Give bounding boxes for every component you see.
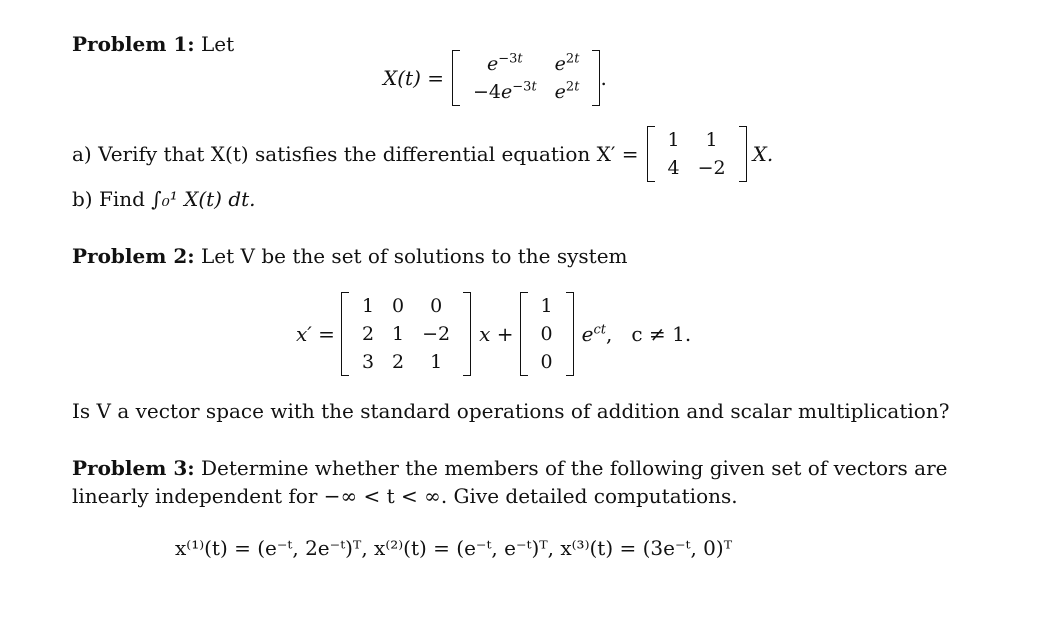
problem1-X-period: . <box>600 66 607 90</box>
problem1-X-lhs: X(t) = <box>383 66 444 90</box>
problem2-exp-sup: ct <box>593 322 606 338</box>
X-cell-21: $-4e^{-3t}$ <box>473 79 537 103</box>
A-cell-21: 4 <box>667 157 680 179</box>
problem3-heading: Problem 3: <box>72 456 195 480</box>
p2-A-cell-22: 1 <box>392 323 405 345</box>
problem1-X-matrix <box>452 50 600 106</box>
p2-A-cell-32: 2 <box>392 351 405 373</box>
problem2-heading: Problem 2: <box>72 244 195 268</box>
problem1-intro: Let <box>201 32 235 56</box>
problem2-lhs: x′ = <box>296 322 335 346</box>
A-cell-22: −2 <box>697 157 726 179</box>
A-cell-12: 1 <box>705 129 718 151</box>
problem3-vectors: x⁽¹⁾(t) = (e⁻ᵗ, 2e⁻ᵗ)ᵀ, x⁽²⁾(t) = (e⁻ᵗ, e⁻ᵗ)ᵀ, x⁽³⁾(t) = (3e⁻ᵗ, 0)ᵀ <box>175 536 733 560</box>
problem1-part-a-end: X. <box>752 142 774 166</box>
problem1-part-a <box>72 126 773 182</box>
problem3-line2: linearly independent for −∞ < t < ∞. Give detailed computations. <box>72 484 738 508</box>
p2-A-cell-11: 1 <box>361 295 375 317</box>
problem1-heading: Problem 1: <box>72 32 195 56</box>
problem3-line1 <box>72 454 948 482</box>
p2-A-cell-21: 2 <box>361 323 375 345</box>
p2-A-cell-33: 1 <box>430 351 443 373</box>
problem1-part-b-text: b) Find <box>72 187 145 211</box>
problem1-title <box>72 30 234 58</box>
problem2-b-vector <box>520 292 574 376</box>
X-cell-22: $e^{2t}$ <box>554 79 580 103</box>
p2-A-cell-12: 0 <box>392 295 405 317</box>
problem1-part-b-integral: ∫₀¹ X(t) dt. <box>151 187 256 211</box>
problem2-exp <box>582 320 606 348</box>
problem1-A-matrix <box>647 126 747 182</box>
p2-b-cell-1: 1 <box>540 295 553 317</box>
problem3-line1-text: Determine whether the members of the following given set of vectors are <box>201 456 948 480</box>
problem1-part-b <box>72 185 256 213</box>
problem2-question: Is V a vector space with the standard operations of addition and scalar multiplication? <box>72 399 950 423</box>
p2-A-cell-23: −2 <box>422 323 451 345</box>
problem2-A-matrix <box>341 292 471 376</box>
p2-A-cell-31: 3 <box>361 351 375 373</box>
X-cell-11: $e^{-3t}$ <box>487 51 523 75</box>
A-cell-11: 1 <box>667 129 680 151</box>
X-cell-12: $e^{2t}$ <box>554 51 580 75</box>
problem2-system <box>296 292 691 376</box>
problem2-condition: , c ≠ 1. <box>606 322 692 346</box>
problem2-title <box>72 242 628 270</box>
p2-b-cell-2: 0 <box>540 323 553 345</box>
problem2-exp-base: e <box>581 322 594 346</box>
p2-b-cell-3: 0 <box>540 351 553 373</box>
p2-A-cell-13: 0 <box>430 295 443 317</box>
problem1-X-definition <box>383 50 607 106</box>
problem2-intro: Let V be the set of solutions to the system <box>201 244 628 268</box>
problem1-part-a-text: a) Verify that X(t) satisfies the differential equation X′ = <box>72 142 639 166</box>
problem2-plus: x + <box>479 322 514 346</box>
